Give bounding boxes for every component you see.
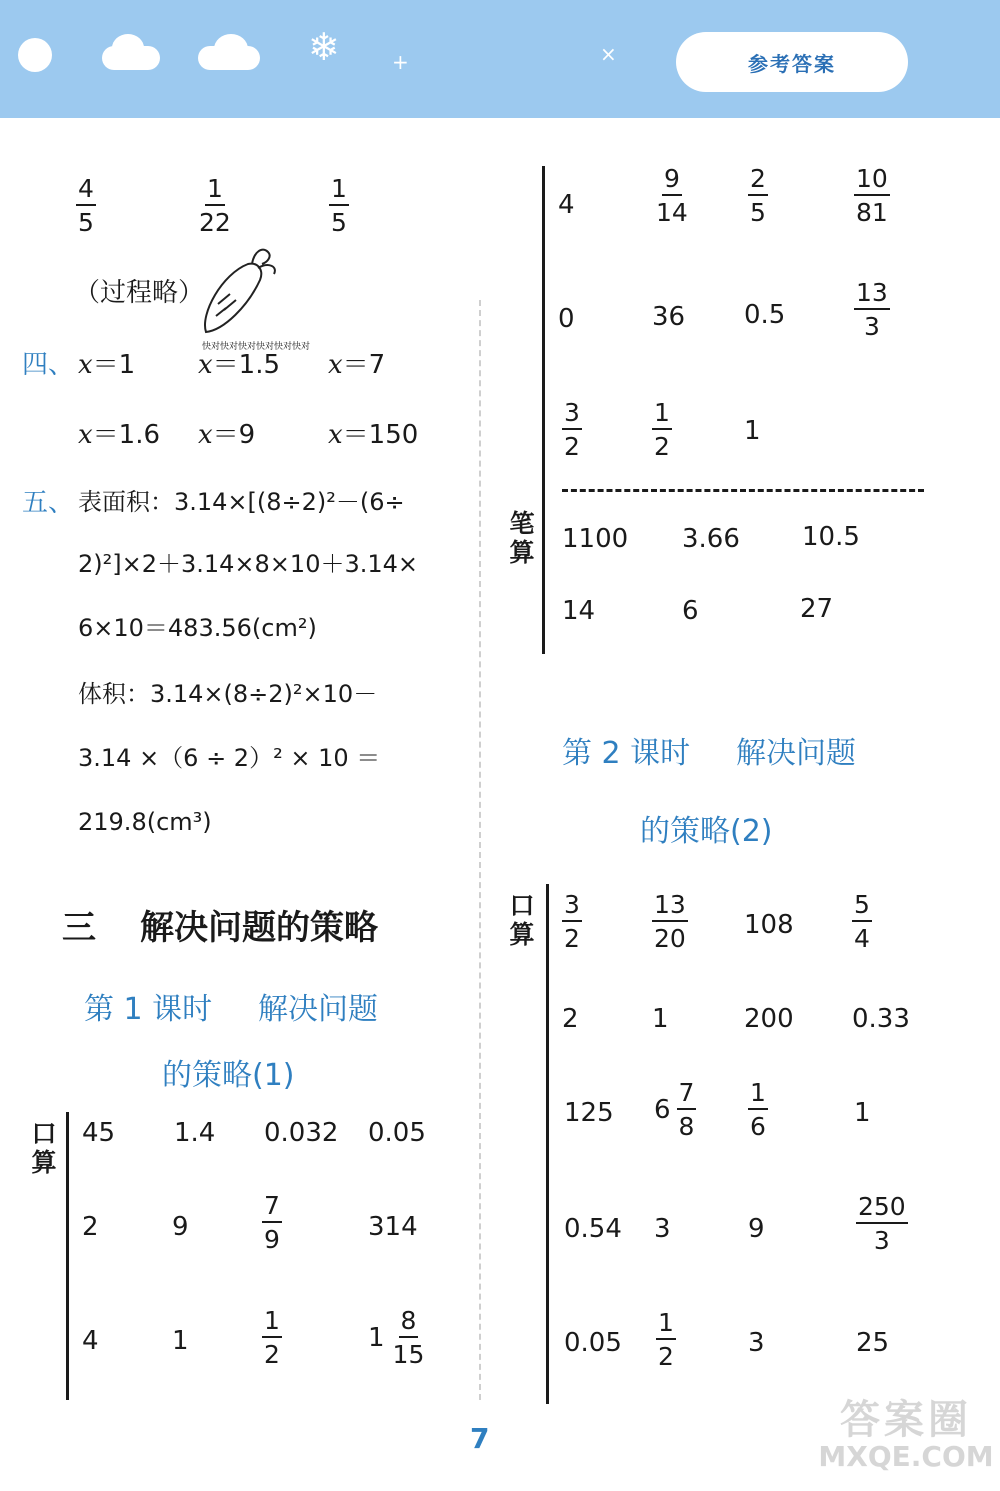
q4-answer: x＝1.5 (198, 350, 281, 380)
written-calc-label: 笔算 (509, 509, 535, 567)
answer-value: 0 (558, 304, 575, 334)
cloud-icon-top (112, 34, 144, 62)
section-number: 三 (62, 908, 96, 948)
watermark-logo: 答案圈 MXQE.COM (818, 1397, 994, 1473)
q5-line: 3.14 ×（6 ÷ 2）² × 10 ＝ (78, 744, 381, 772)
lesson2-title: 解决问题 (736, 736, 856, 771)
oral2-answer: 25 (856, 1328, 890, 1358)
fraction: $\frac{9}{14}$ (656, 164, 688, 227)
fraction: $\frac{7}{9}$ (264, 1191, 280, 1254)
oral2-answer: 1 (854, 1098, 871, 1128)
written-answer: 10.5 (802, 522, 860, 552)
fraction: $\frac{5}{4}$ (854, 890, 870, 953)
q4-answer: x＝1 (78, 350, 136, 380)
oral2-answer: 200 (744, 1004, 794, 1034)
header-banner (0, 0, 1000, 118)
q4-answer: x＝7 (328, 350, 386, 380)
fraction: $\frac{1}{6}$ (750, 1078, 766, 1141)
fraction: $\frac{10}{81}$ (856, 164, 888, 227)
q4-label: 四、 (22, 350, 75, 380)
page-number: 7 (470, 1422, 490, 1455)
written-answer: 1100 (562, 524, 629, 554)
oral-calc-label: 口算 (509, 891, 535, 949)
written-answer: 6 (682, 596, 699, 626)
bracket-line (66, 1112, 69, 1400)
q4-answer: x＝9 (198, 420, 256, 450)
fraction: $\frac{250}{3}$ (858, 1192, 906, 1255)
fraction: $\frac{1}{2}$ (654, 398, 670, 461)
oral2-answer: 1 (652, 1004, 669, 1034)
written-answer: 3.66 (682, 524, 740, 554)
q5-line: 表面积：3.14×[(8÷2)²－(6÷ (78, 488, 405, 516)
lesson1-number: 第 1 课时 (84, 992, 213, 1027)
fraction: $\frac{13}{20}$ (654, 890, 686, 953)
lesson2-title-2: 的策略(2) (640, 814, 773, 849)
oral1-answer: 1.4 (174, 1118, 216, 1148)
oral2-answer: 0.33 (852, 1004, 910, 1034)
sparkle-icon: + (392, 50, 409, 74)
oral1-answer: 4 (82, 1326, 99, 1356)
section-title: 解决问题的策略 (140, 908, 378, 948)
fraction: $\frac{2}{5}$ (750, 164, 766, 227)
cloud-icon-top (214, 34, 248, 64)
fraction: $\frac{3}{2}$ (564, 890, 580, 953)
oral1-answer: 0.05 (368, 1118, 426, 1148)
q5-line: 体积：3.14×(8÷2)²×10－ (78, 680, 378, 708)
oral2-answer: 3 (654, 1214, 671, 1244)
mixed-number: 6 7 8 (654, 1078, 695, 1141)
fraction: $\frac{3}{2}$ (564, 398, 580, 461)
fraction: $\frac{1}{2}$ (264, 1306, 280, 1369)
q5-line: 219.8(cm³) (78, 808, 212, 836)
written-answer: 14 (562, 596, 596, 626)
section-separator (562, 489, 924, 492)
written-answer: 27 (800, 594, 834, 624)
snowflake-icon: ❄ (308, 25, 340, 69)
q4-answer: x＝1.6 (78, 420, 161, 450)
oral1-answer: 45 (82, 1118, 116, 1148)
sparkle-icon: × (600, 42, 617, 66)
oral1-answer: 2 (82, 1212, 99, 1242)
oral2-answer: 0.54 (564, 1214, 622, 1244)
oral2-answer: 9 (748, 1214, 765, 1244)
oral1-answer: 0.032 (264, 1118, 339, 1148)
q5-line: 6×10＝483.56(cm²) (78, 614, 317, 642)
q4-answer: x＝150 (328, 420, 419, 450)
answer-key-badge: 参考答案 (676, 32, 908, 92)
lesson1-title-2: 的策略(1) (162, 1058, 295, 1093)
bracket-line (542, 166, 545, 654)
answer-value: 36 (652, 302, 686, 332)
oral-calc-label: 口算 (31, 1119, 57, 1177)
answer-value: 0.5 (744, 300, 786, 330)
fraction: $\frac{1}{22}$ (199, 174, 231, 237)
column-divider (479, 300, 481, 1400)
oral1-answer: 314 (368, 1212, 418, 1242)
oral2-answer: 2 (562, 1004, 579, 1034)
oral2-answer: 125 (564, 1098, 614, 1128)
answer-value: 1 (744, 416, 761, 446)
oral1-answer: 9 (172, 1212, 189, 1242)
process-omitted-note: （过程略） (74, 278, 205, 308)
fraction: $\frac{4}{5}$ (78, 174, 94, 237)
oral1-answer: 1 (172, 1326, 189, 1356)
q5-line: 2)²]×2＋3.14×8×10＋3.14× (78, 550, 419, 578)
oral2-answer: 0.05 (564, 1328, 622, 1358)
carrot-caption: 快对快对快对快对快对快对 (202, 342, 311, 352)
fraction: $\frac{1}{2}$ (658, 1308, 674, 1371)
mixed-number: 1 8 15 (368, 1306, 425, 1369)
answer-value: 4 (558, 190, 575, 220)
lesson2-number: 第 2 课时 (562, 736, 691, 771)
fraction: $\frac{1}{5}$ (331, 174, 347, 237)
bracket-line (546, 884, 549, 1404)
carrot-icon (196, 244, 280, 342)
oral2-answer: 108 (744, 910, 794, 940)
fraction: $\frac{13}{3}$ (856, 278, 888, 341)
sun-icon (18, 38, 52, 72)
oral2-answer: 3 (748, 1328, 765, 1358)
lesson1-title: 解决问题 (258, 992, 378, 1027)
q5-label: 五、 (22, 488, 75, 518)
